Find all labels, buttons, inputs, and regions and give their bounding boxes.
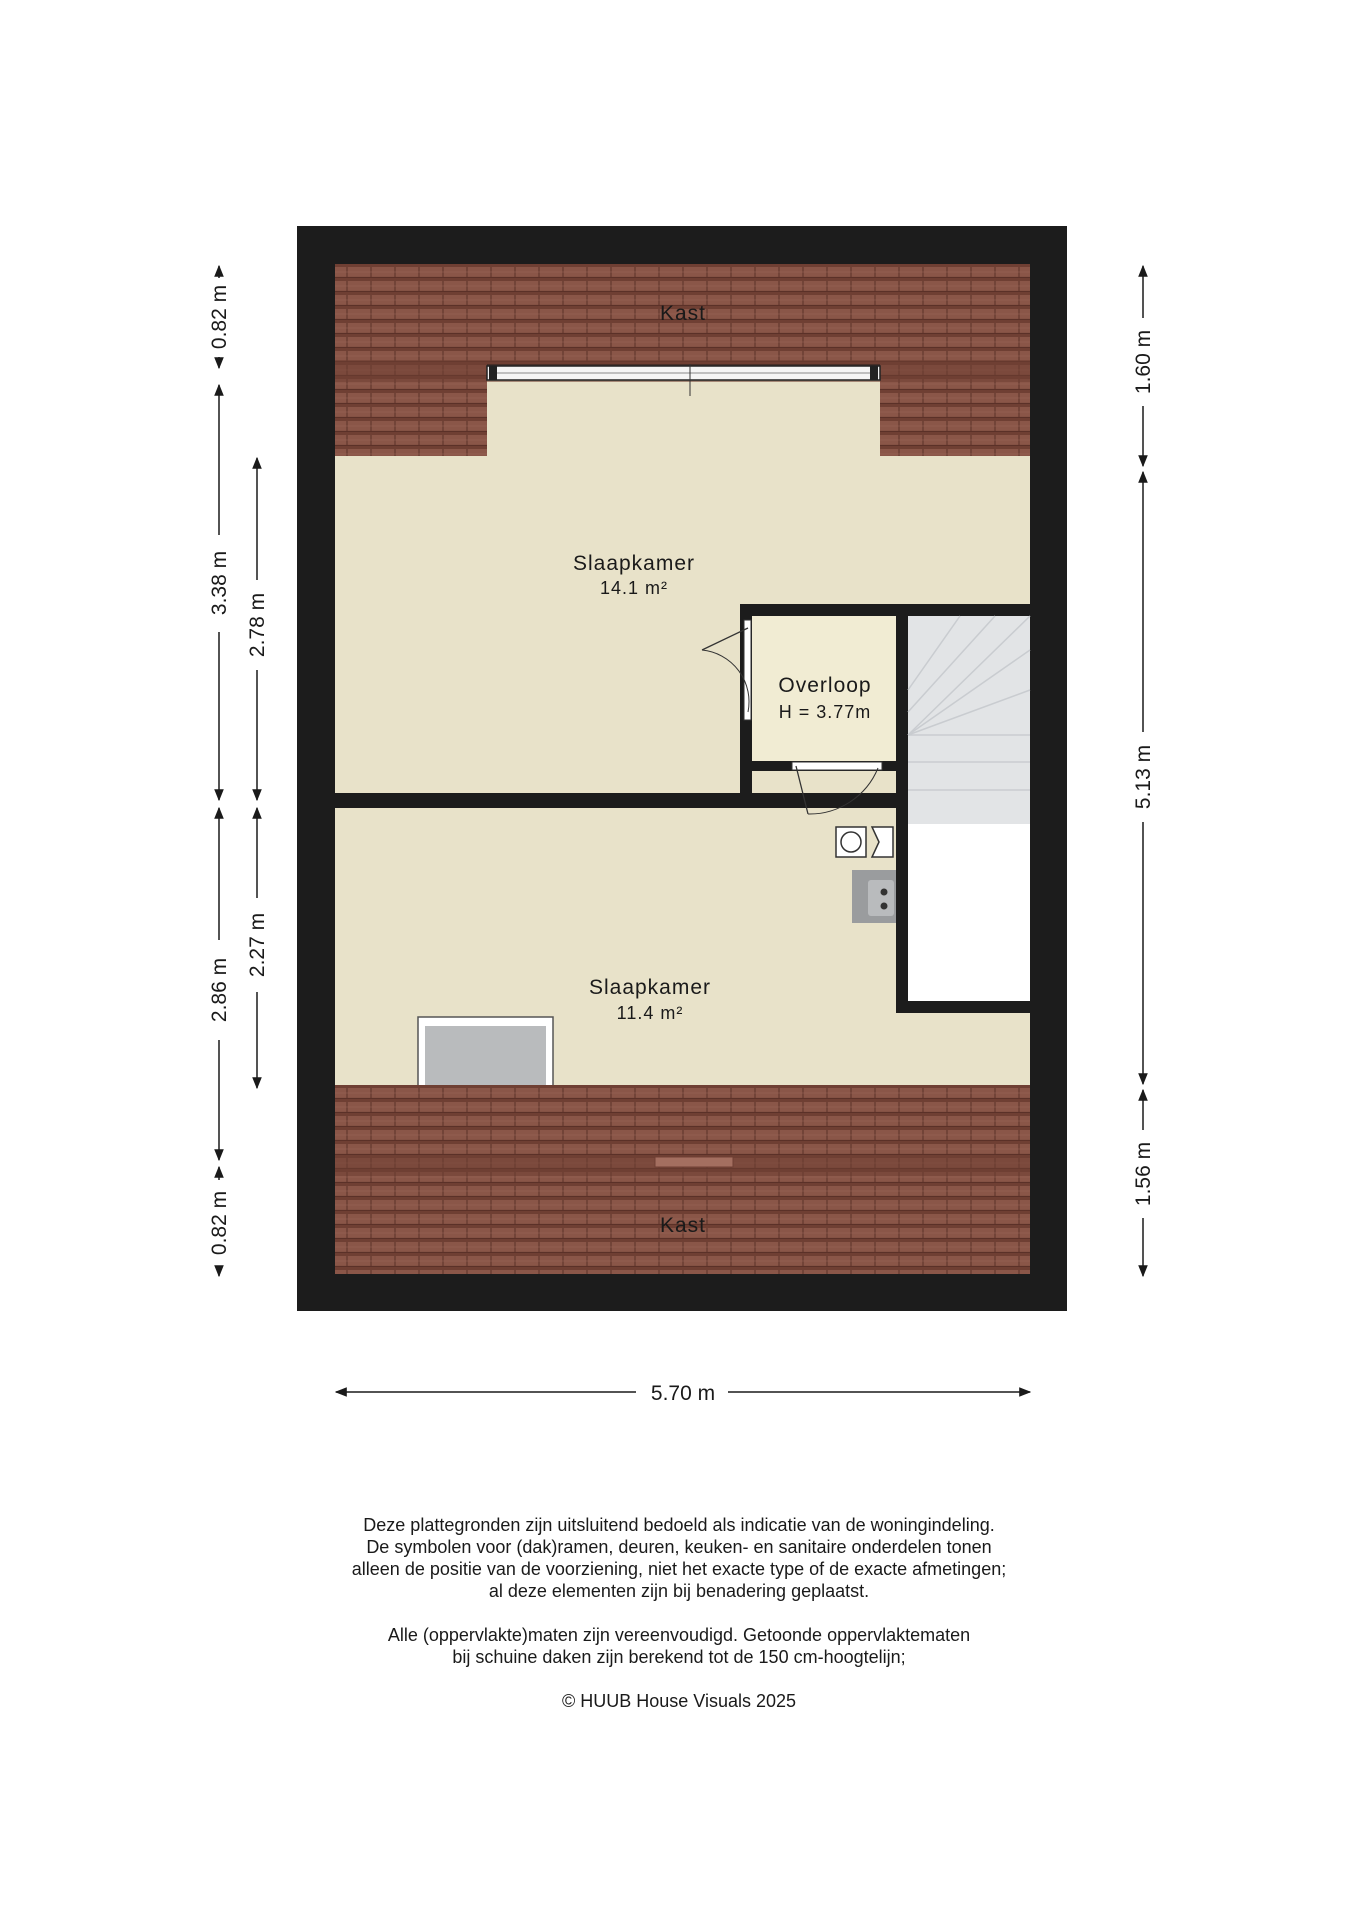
- slaapkamer-top-floor-upper: [487, 380, 880, 460]
- dim-inner-lower: 2.27 m: [246, 912, 269, 978]
- wall-overloop-top: [740, 604, 1030, 616]
- washing-machine-icon: [836, 827, 893, 857]
- disclaimer-line-4: al deze elementen zijn bij benadering geplaatst.: [488, 1581, 870, 1601]
- slaapkamer-bottom-label: Slaapkamer: [588, 976, 712, 999]
- dim-right-bottom: 1.56 m: [1132, 1141, 1155, 1207]
- dim-left-bottom: 0.82 m: [208, 1190, 231, 1256]
- wall-bedroom-divider: [335, 793, 752, 805]
- disclaimer-line-2: De symbolen voor (dak)ramen, deuren, keuken- en sanitaire onderdelen tonen: [366, 1537, 992, 1557]
- disclaimer-line-3: alleen de positie van de voorziening, niet het exacte type of de exacte afmetingen;: [351, 1559, 1007, 1579]
- dim-left-top: 0.82 m: [208, 284, 231, 350]
- dim-left-middle: 3.38 m: [208, 550, 231, 616]
- disclaimer-line-6: bij schuine daken zijn berekend tot de 150 cm-hoogtelijn;: [452, 1647, 906, 1667]
- dim-right-top: 1.60 m: [1132, 329, 1155, 395]
- disclaimer-line-1: Deze plattegronden zijn uitsluitend bedoeld als indicatie van de woningindeling.: [363, 1515, 995, 1535]
- overloop-height: H = 3.77m: [778, 702, 872, 722]
- dim-right-middle: 5.13 m: [1132, 744, 1155, 810]
- slaapkamer-top-label: Slaapkamer: [572, 552, 696, 575]
- sink-icon: [852, 870, 896, 923]
- wall-stair-left: [896, 616, 908, 1011]
- disclaimer-line-5: Alle (oppervlakte)maten zijn vereenvoudigd. Getoonde oppervlaktematen: [387, 1625, 971, 1645]
- wall-stair-bottom: [896, 1001, 1030, 1013]
- kast-bottom-roof: [335, 1085, 1030, 1274]
- stairs: [908, 616, 1030, 1001]
- disclaimer: [229, 1514, 1129, 1712]
- kast-bottom-label: Kast: [659, 1214, 707, 1237]
- copyright: © HUUB House Visuals 2025: [561, 1691, 797, 1711]
- roof-vent: [655, 1157, 733, 1167]
- dim-width: 5.70 m: [650, 1382, 716, 1405]
- dim-inner-upper: 2.78 m: [246, 592, 269, 658]
- overloop-label: Overloop: [778, 674, 872, 697]
- kast-top-label: Kast: [659, 302, 707, 325]
- slaapkamer-top-area: 14.1 m²: [599, 578, 669, 598]
- roof-window-bottom: [418, 1017, 553, 1087]
- slaapkamer-bottom-area: 11.4 m²: [616, 1003, 684, 1023]
- dim-left-lower: 2.86 m: [208, 957, 231, 1023]
